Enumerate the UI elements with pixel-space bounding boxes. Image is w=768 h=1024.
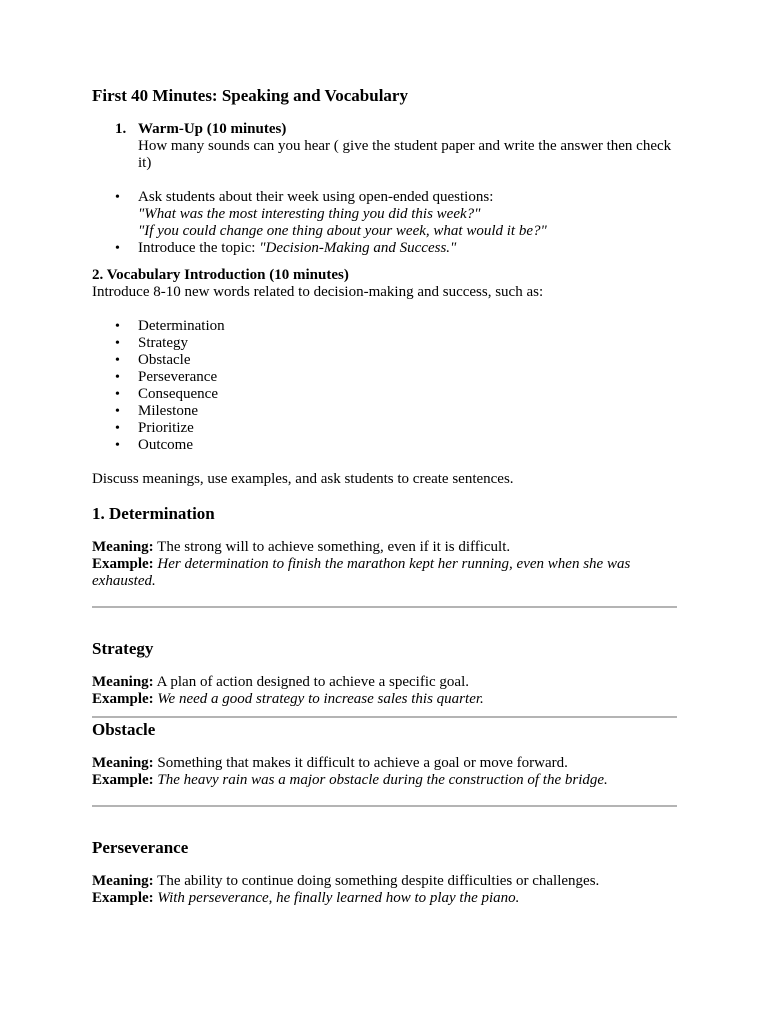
word-item: • Milestone — [92, 403, 677, 420]
example-line — [92, 556, 677, 590]
example-label: Example: — [92, 556, 154, 572]
word-item: • Determination — [92, 318, 677, 335]
intro-topic: "Decision-Making and Success." — [259, 240, 457, 256]
example-text: The heavy rain was a major obstacle during the construction of the bridge. — [157, 772, 608, 788]
meaning-line — [92, 674, 677, 691]
discuss-text: Discuss meanings, use examples, and ask students to create sentences. — [92, 471, 514, 487]
list-item — [92, 240, 677, 257]
question-1: "What was the most interesting thing you did this week?" — [138, 206, 481, 222]
word-item: • Strategy — [92, 335, 677, 352]
list-number: 1. — [115, 121, 127, 137]
meaning-label: Meaning: — [92, 755, 154, 771]
word-item: • Consequence — [92, 386, 677, 403]
ask-text: • Ask students about their week using open-ended questions: — [138, 189, 494, 205]
vocab-heading-perseverance: Perseverance — [92, 838, 189, 857]
vocab-intro-text: Introduce 8-10 new words related to decision-making and success, such as: — [92, 284, 544, 300]
word-item: • Obstacle — [92, 352, 677, 369]
example-line — [92, 772, 677, 789]
meaning-line — [92, 755, 677, 772]
example-text: With perseverance, he finally learned how to play the piano. — [157, 890, 520, 906]
example-label: Example: — [92, 691, 154, 707]
example-label: Example: — [92, 772, 154, 788]
warmup-text: How many sounds can you hear ( give the student paper and write the answer then check it) — [138, 138, 672, 171]
meaning-text: A plan of action designed to achieve a specific goal. — [156, 674, 469, 690]
list-item — [92, 189, 677, 240]
meaning-text: Something that makes it difficult to achieve a goal or move forward. — [157, 755, 568, 771]
document-page — [92, 86, 677, 907]
vocab-heading-determination: 1. Determination — [92, 504, 215, 523]
example-label: Example: — [92, 890, 154, 906]
meaning-text: The ability to continue doing something despite difficulties or challenges. — [157, 873, 600, 889]
meaning-label: Meaning: — [92, 873, 154, 889]
meaning-line — [92, 539, 677, 556]
meaning-text: The strong will to achieve something, even if it is difficult. — [157, 539, 511, 555]
example-text: Her determination to finish the marathon kept her running, even when she was exhausted. — [92, 556, 631, 589]
meaning-line — [92, 873, 677, 890]
warmup-list — [92, 121, 677, 172]
example-text: We need a good strategy to increase sales this quarter. — [157, 691, 484, 707]
question-2: "If you could change one thing about your week, what would it be?" — [138, 223, 547, 239]
page-title: First 40 Minutes: Speaking and Vocabulary — [92, 86, 408, 105]
vocab-heading-strategy: Strategy — [92, 639, 154, 658]
word-item: • Perseverance — [92, 369, 677, 386]
vocab-intro-heading: 2. Vocabulary Introduction (10 minutes) — [92, 267, 349, 283]
intro-prefix: Introduce the topic: — [138, 240, 260, 256]
word-item: • Prioritize — [92, 420, 677, 437]
example-line — [92, 691, 677, 708]
word-item: • Outcome — [92, 437, 677, 454]
word-list — [92, 318, 677, 454]
warmup-heading: Warm-Up (10 minutes) — [138, 121, 287, 137]
example-line — [92, 890, 677, 907]
warmup-item — [92, 121, 677, 172]
vocab-heading-obstacle: Obstacle — [92, 720, 156, 739]
meaning-label: Meaning: — [92, 674, 154, 690]
question-list — [92, 189, 677, 257]
meaning-label: Meaning: — [92, 539, 154, 555]
